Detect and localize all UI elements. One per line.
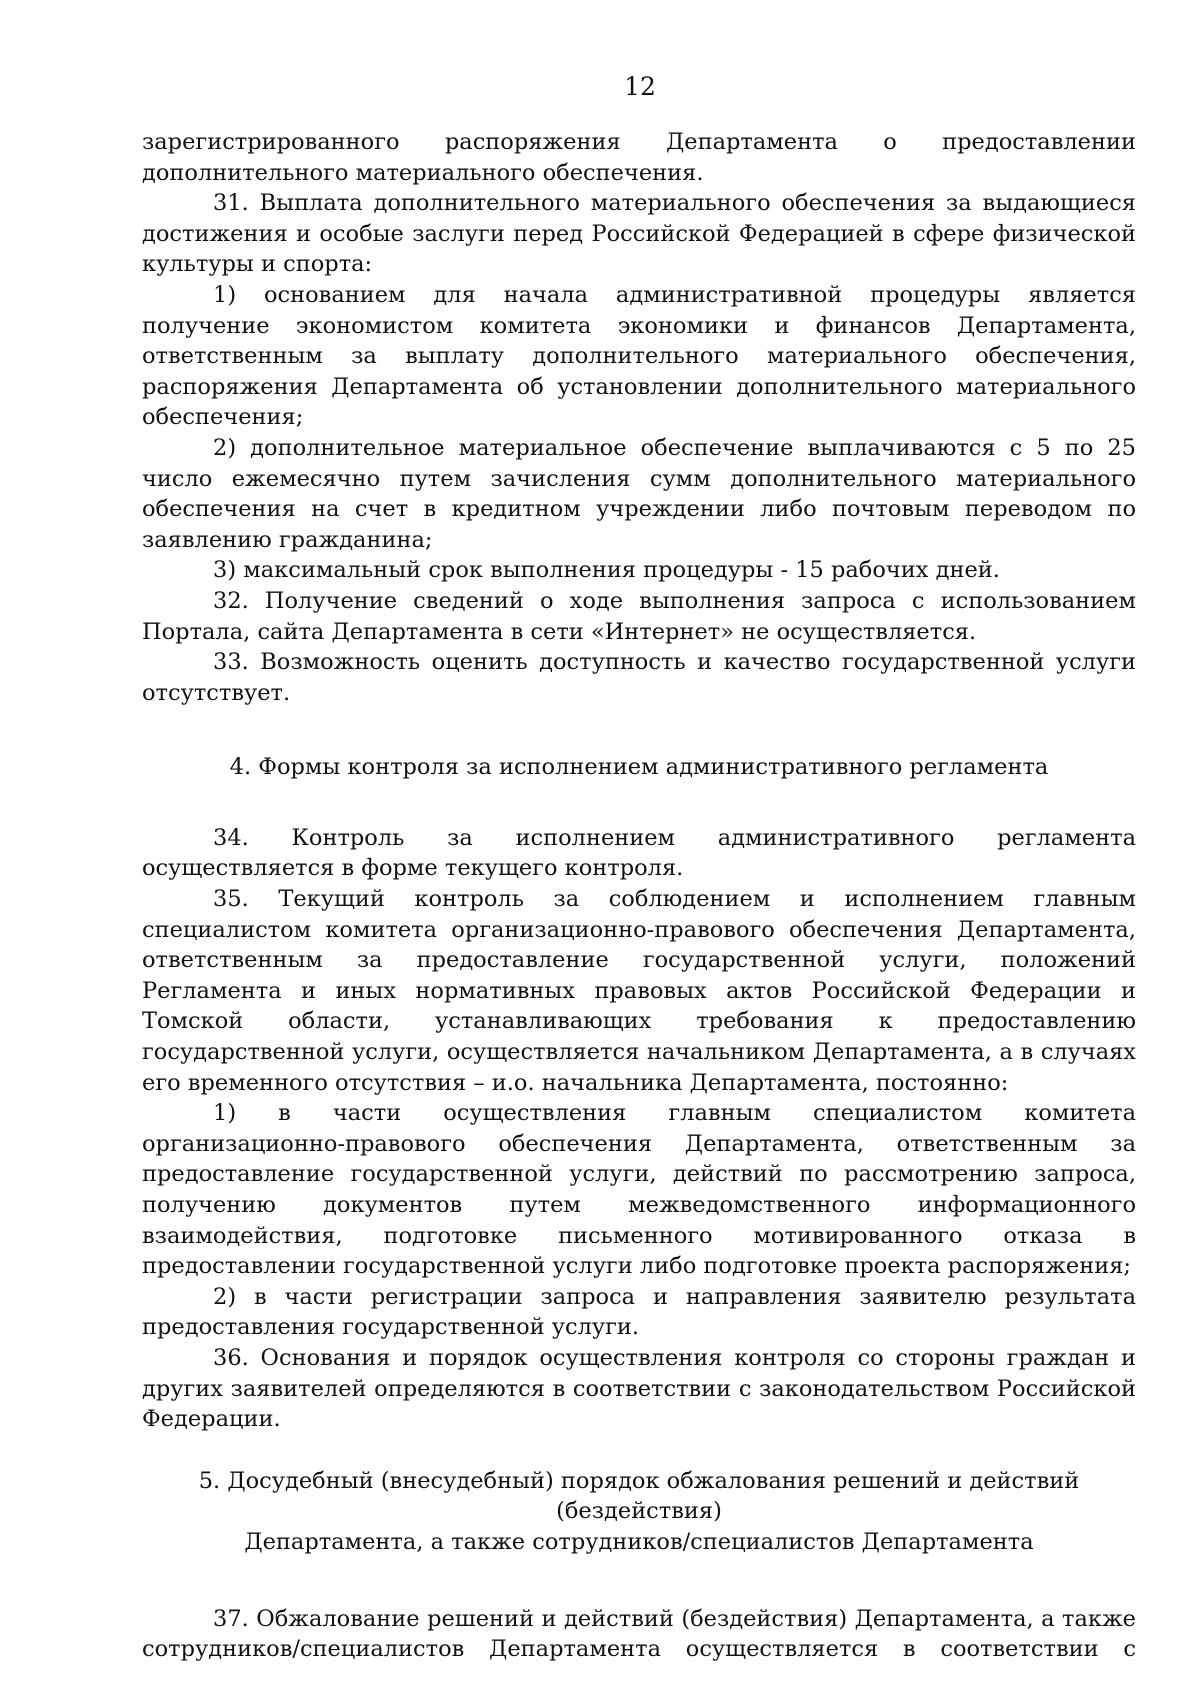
paragraph-34: 34. Контроль за исполнением административного регламента осуществляется в форме текущего контроля. xyxy=(142,824,1136,882)
spacer xyxy=(142,1435,1136,1466)
section-5-heading-line-1: 5. Досудебный (внесудебный) порядок обжалования решений и действий (бездействия) xyxy=(198,1467,1080,1525)
page-number: 12 xyxy=(624,72,656,101)
paragraph-31-item-2: 2) дополнительное материальное обеспечение выплачиваются с 5 по 25 число ежемесячно путем зачисления сумм дополнительного материального обеспечения на счет в кредитном учреждении либо почтовым переводом по заявлению гражданина; xyxy=(142,434,1136,553)
paragraph-37: 37. Обжалование решений и действий (бездействия) Департамента, а также сотрудников/специалистов Департамента осуществляется в соответствии с xyxy=(142,1605,1136,1663)
paragraph-35: 35. Текущий контроль за соблюдением и исполнением главным специалистом комитета организационно-правового обеспечения Департамента, ответственным за предоставление государственной услуги, положений Регламента и иных нормативных правовых актов Российской Федерации и Томской области, устанавливающих требования к предоставлению государственной услуги, осуществляется начальником Департамента, а в случаях его временного отсутствия – и.о. начальника Департамента, постоянно: xyxy=(142,886,1136,1096)
section-4-heading: 4. Формы контроля за исполнением административного регламента xyxy=(229,754,1049,781)
paragraph-36: 36. Основания и порядок осуществления контроля со стороны граждан и других заявителей определяются в соответствии с законодательством Российской Федерации. xyxy=(142,1344,1136,1433)
paragraph-31-item-3: 3) максимальный срок выполнения процедуры - 15 рабочих дней. xyxy=(213,557,1000,584)
paragraph-35-item-1: 1) в части осуществления главным специалистом комитета организационно-правового обеспечения Департамента, ответственным за предоставление государственной услуги, действий по рассмотрению запроса, получению документов путем межведомственного информационного взаимодействия, подготовке письменного мотивированного отказа в предоставлении государственной услуги либо подготовке проекта распоряжения; xyxy=(142,1100,1136,1280)
spacer xyxy=(142,708,1136,752)
paragraph-32: 32. Получение сведений о ходе выполнения запроса с использованием Портала, сайта Департамента в сети «Интернет» не осуществляется. xyxy=(142,587,1136,645)
paragraph-continuation: зарегистрированного распоряжения Департамента о предоставлении дополнительного материального обеспечения. xyxy=(142,129,1136,186)
paragraph-35-item-2: 2) в части регистрации запроса и направления заявителю результата предоставления государственной услуги. xyxy=(142,1283,1136,1341)
paragraph-31-item-1: 1) основанием для начала административной процедуры является получение экономистом комитета экономики и финансов Департамента, ответственным за выплату дополнительного материального обеспечения, распоряжения Департамента об установлении дополнительного материального обеспечения; xyxy=(142,281,1136,431)
document-body xyxy=(142,127,1136,1665)
paragraph-33: 33. Возможность оценить доступность и качество государственной услуги отсутствует. xyxy=(142,649,1136,706)
section-5-heading xyxy=(142,1466,1136,1558)
paragraph-31: 31. Выплата дополнительного материального обеспечения за выдающиеся достижения и особые заслуги перед Российской Федерацией в сфере физической культуры и спорта: xyxy=(142,190,1136,278)
section-5-heading-line-2: Департамента, а также сотрудников/специалистов Департамента xyxy=(244,1528,1034,1555)
spacer xyxy=(142,783,1136,823)
spacer xyxy=(142,1558,1136,1604)
